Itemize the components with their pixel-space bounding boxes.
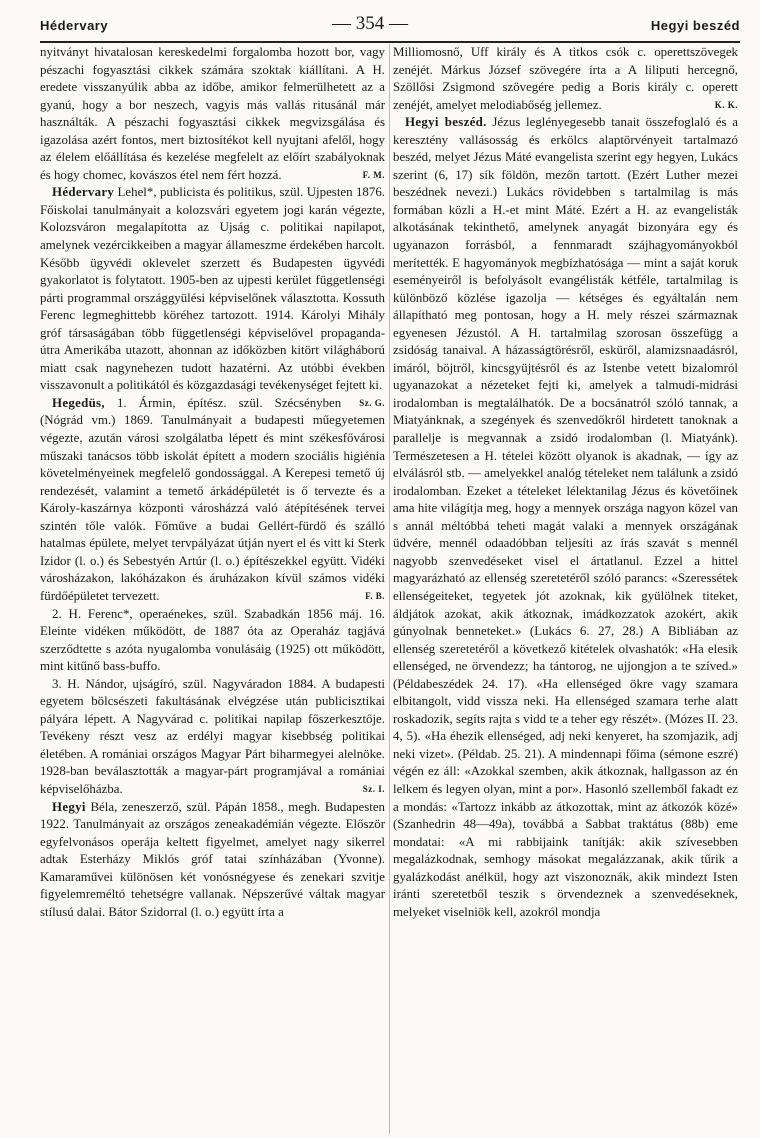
continued-paragraph — [40, 44, 385, 184]
sub-entry — [40, 676, 385, 799]
entry-text: 2. H. Ferenc*, operaénekes, szül. Szabadkán 1856 máj. 16. Eleinte vidéken működött, de 1887 óta az Operaház tagjává szerződtette s azóta nyugalomba vonulásáig (1925) ott működött, mint kitűnő bass-buffo. — [40, 606, 385, 674]
author-signature: K. K. — [714, 99, 738, 110]
author-signature: F. B. — [365, 590, 385, 601]
right-column — [393, 44, 738, 1134]
header-right-word: Hegyi beszéd — [650, 18, 740, 33]
entry-text: Jézus leglényegesebb tanait összefoglaló és a keresztény vallásosság és erkölcs alaptörvényeit tartalmazó beszéd, melyet Jézus Máté evangelista szerint egy hegyen, Lukács szerint (6, 17) sík földön, mezőn tartott. (Ezért Luther mezei beszédnek nevezi.) Lukács rövidebben s tartalmilag is más formában közli a H.-et mint Máté. Ezért a H. az evangelisták alkotásának tekinthető, amelynek anyagát bizonyára egy és ugyanazon forrásból, a fennmaradt szájhagyományokból merítették. E hagyományok megbízhatósága — mint a saját koruk eseményeiről is befolyásolt evangélisták kétféle, tartalmilag is különböző közlése igazolja — kétséges és egyáltalán nem állapítható meg pontosan, hogy a H. mely részei származnak egyenesen Jézustól. A H. tartalmilag szorosan összefügg a zsidóság tanaival. A házasságtörésről, esküről, alamizsnaadásról, imáról, böjtről, kincsgyüjtésről és az Istenbe vetett bizalomról ugyanazokat a nézeteket fejti ki, amelyek a talmudi-midrási irodalomban is megtalálhatók. De a bocsánatról szóló tannak, a Miatyánknak, a szegények és szenvedőkről hirdetett tanoknak a parallelje is megvannak a zsidó irodalomban (l. Miatyánk). Természetesen a H. tételei között olyanok is akadnak, — így az elválásról stb. — amelyekkel analóg tételeket nem találunk a zsidó irodalomban. Ezeket a tételeket lélektanilag Jézus és követőinek ama hite világítja meg, hogy a mennyek országa nagyon közel van s annál méltóbbá teheti magát valaki a mennyek országának üdvére, mennél odaadóbban teljesíti az írás szavát s mennél nagyobb szenvedéseket visel el ártatlanul. Ezzel a hittel magyarázható az ellenség szeretetéről szóló parancs: «Szeressétek ellenségeiteket, tegyetek jót azoknak, kik gyülölnek titeket, áldjátok azokat, akik átkoznak, imádkozzatok azokért, akik gúnyolnak benneteket.» (Lukács 6. 27, 28.) A Bibliában az ellenség szeretetéről a következő kitételek olvashatók: «Ha elesik ellenséged, ne örvendezz; ha tántorog, ne ujjongjon a te szíved.» (Példabeszédek 24. 17). «Ha ellenséged ökre vagy szamara elbitangolt, vidd vissza neki. Ha ellenséged szamara terhe alatt roskadozik, segíts rajta s vidd te a teher egy részét». (Mózes II. 23. 4, 5). «Ha éhezik ellenséged, adj neki kenyeret, ha szomjazik, adj neki vizet». (Példab. 25. 21). A mindennapi főima (sémone eszré) végén ez áll: «Azokkal szemben, akik átkoznak, hallgasson az én lelkem és legyen olyan, mint a por». Hasonló szellemből fakadt ez a mondás: «Tartozz inkább az átkozottak, mint az átkozók közé» (Szanhedrin 48—49a), továbbá a Sabbat traktátus (88b) eme mondatai: «A mi rabbijaink tanítják: akik szívesebben megalázkodnak, semhogy másokat megalázzanak, akik tűrik a gyalázkodást anélkül, hogy azt viszonoznák, akik mindezt Isten iránti szeretetből teszik s örvendeznek a szenvedéseknek, melyeket viselniök kell, azokról mondja — [393, 115, 738, 919]
running-header — [40, 14, 740, 38]
sub-entry — [40, 606, 385, 676]
entry-headword: Hegyi beszéd. — [405, 115, 487, 130]
entry-text: Milliomosnő, Uff király és A titkos csók c. operettszövegek zenéjét. Márkus József szövegére írta a A liliputi hercegnő, Szöllősi Zsigmond szövegére pedig a Boris király c. operett zenéjét, amelyet melodiabőség jellemez. — [393, 45, 738, 112]
entry-text: 1. Ármin, építész. szül. Szécsényben (Nógrád vm.) 1869. Tanulmányait a budapesti műegyetemen végezte, azután városi szolgálatba lépett és mint székesfővárosi műszaki tanácsos több iskolát épített a modern szociális higiénia követelményeinek megfelelő gondossággal. A Kerepesi temető új rendezését, valamint a temető árkádépületét is ő tervezte és a Károly-kaszárnya központi városházzá való átépítésének tervei szintén tőle valók. Főműve a budai Gellért-fürdő és szálló hatalmas épülete, melyet tervpályázat útján nyert el és vitt ki Sterk Izidor (l. o.) és Sebestyén Artúr (l. o.) építészekkel együtt. Vidéki városházakon, lakóházakon és áruházakon kívül számos vidéki fürdőépületet tervezett. — [40, 395, 385, 603]
lexicon-entry — [393, 114, 738, 921]
author-signature: Sz. G. — [359, 397, 385, 408]
column-divider — [389, 44, 390, 1134]
entry-headword: Hegedüs, — [52, 395, 105, 410]
page-number: — 354 — — [332, 13, 408, 34]
entry-text: Lehel*, publicista és politikus, szül. Ujpesten 1876. Főiskolai tanulmányait a kolozsvári egyetem jogi karán végezte, Kolozsváron megalapította az Ujság c. politikai napilapot, amelynek vezércikkeiben a magyar állameszme érdekében harcolt. Később ügyvédi oklevelet szerzett és Budapesten ügyvédi gyakorlatot is folytatott. 1905-ben az ujpesti kerület függetlenségi párti programmal országgyülési képviselőnek választotta. Kossuth Ferenc legmeghittebb köréhez tartozott. 1914. Károlyi Mihály gróf társaságában több függetlenségi képviselővel propaganda-útra Amerikába utazott, ahonnan az időközben kitört világháború miatt csak nagynehezen tudott hazatérni. Az utóbbi években visszavonult a politikától és közgazdasági tevékenységet fejtett ki. — [40, 185, 385, 393]
lexicon-entry — [40, 395, 385, 606]
continued-paragraph — [393, 44, 738, 114]
left-column — [40, 44, 385, 1134]
entry-headword: Hegyi — [52, 799, 86, 814]
entry-headword: Hédervary — [52, 185, 115, 200]
header-rule — [40, 41, 740, 43]
lexicon-entry — [40, 799, 385, 922]
author-signature: Sz. I. — [362, 783, 385, 794]
entry-text: 3. H. Nándor, ujságíró, szül. Nagyváradon 1884. A budapesti egyetem bölcsészeti fakultásának elvégzése után publicisztikai pályára lépett. A Nagyvárad c. politikai napilap főszerkesztője. Tevékeny részt vesz az erdélyi magyar kisebbség politikai életében. A romániai országos Magyar Párt biharmegyei alelnöke. 1928-ban beválasztották a magyar-párt programjával a romániai képviselőházba. — [40, 676, 385, 796]
header-left-word: Hédervary — [40, 18, 109, 33]
entry-text: nyitványt hivatalosan kereskedelmi forgalomba hozott bor, vagy pészachi fogyasztási cikkek számára szoktak kiállítani. A H. eredete visszanyúlik abba az időbe, amikor felmerülhetett az a gyanú, hogy a bor neszech, vagyis más vallás ritusánál már használták. A pészachi fogyasztási cikkek megvizsgálása és igazolása azért fontos, mert biztosítékot kell nyujtani afelől, hogy az élelem előállítása és kezelése megfelelt az előírt szabályoknak és hogy chomec, kovászos étel nem fért hozzá. — [40, 45, 385, 182]
author-signature: F. M. — [362, 169, 385, 180]
entry-text: Béla, zeneszerző, szül. Pápán 1858., megh. Budapesten 1922. Tanulmányait az országos zeneakadémián végezte. Először egyfelvonásos operája keltett figyelmet, amelyet nagy sikerrel adtak Esterházy Miklós gróf tatai színházában (Yvonne). Kamaraművei különösen két vonósnégyese és zenekari szvitje figyelemreméltó tehetségre vallanak. Népszerűvé váltak magyar stílusú dalai. Bátor Szidorral (l. o.) együtt írta a — [40, 799, 385, 919]
